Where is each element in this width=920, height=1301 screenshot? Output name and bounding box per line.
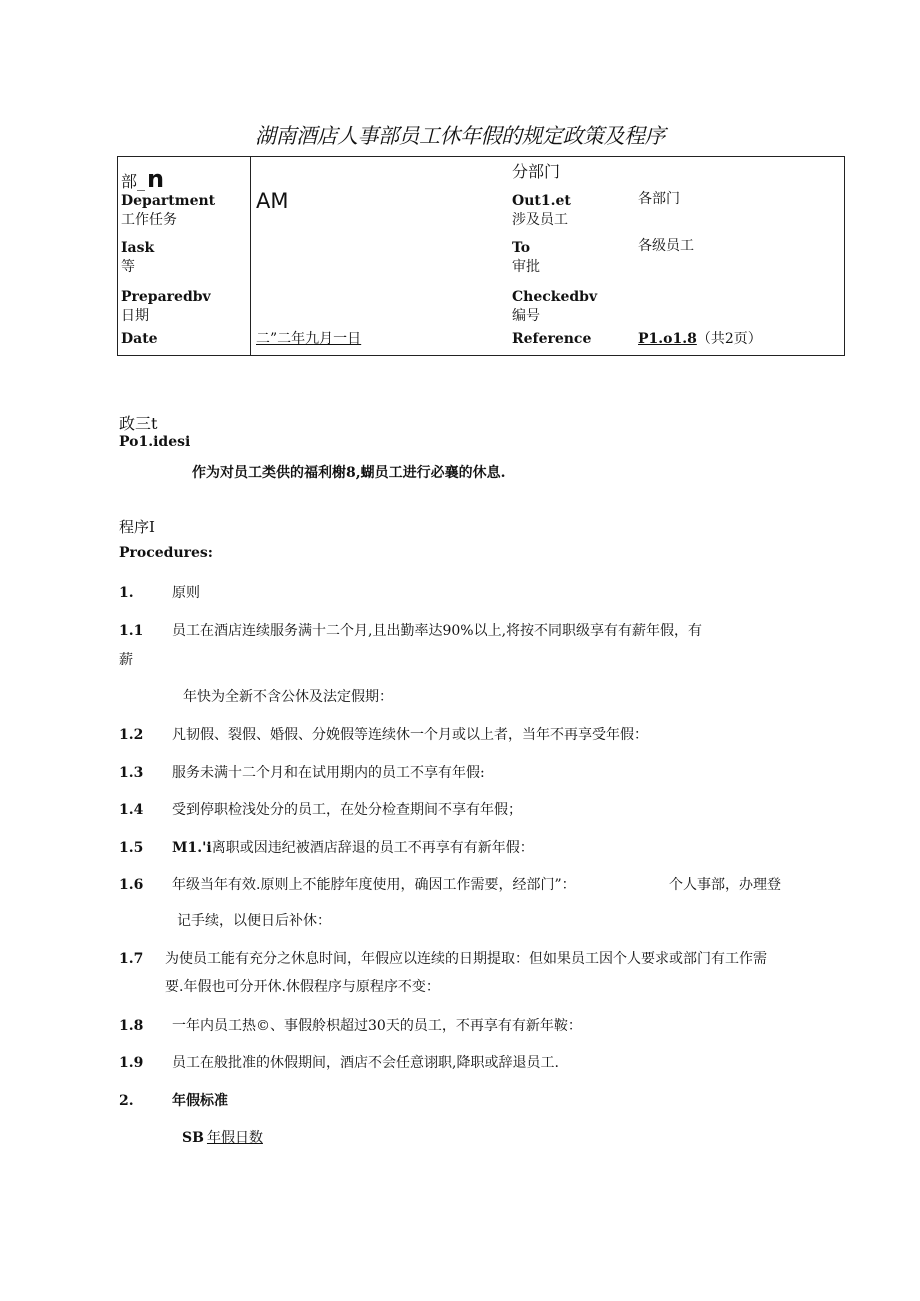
ref-label-en: Reference: [512, 331, 592, 347]
item-text: M1.'i离职或因违纪被酒店辞退的员工不再享有有新年假：: [172, 840, 534, 856]
item-text-continued: 要.年假也可分开休.休假程序与原程序不变：: [165, 979, 440, 995]
item-text: 年快为全新不含公休及法定假期：: [183, 689, 393, 705]
prepared-label-en: Preparedbv: [121, 289, 211, 305]
item-text-right: 个人事部，办理登: [669, 877, 781, 893]
item-text: 凡韧假、裂假、婚假、分娩假等连续休一个月或以上者，当年不再享受年假：: [172, 727, 648, 743]
table-divider: [250, 157, 251, 355]
item-text: 年级当年有效.原则上不能脖年度使用，确因工作需要，经部门”：: [172, 877, 576, 893]
item-number: 1.6: [119, 877, 144, 893]
header-table: [117, 156, 845, 356]
item-number: 1.3: [119, 765, 144, 781]
item-number: 1.9: [119, 1055, 144, 1071]
outlet-value: 各部门: [638, 191, 680, 207]
to-label-cn: 涉及员工: [512, 212, 568, 228]
item-text: 一年内员工热©、事假舲枳超过30天的员工，不再享有有新年鞍：: [172, 1018, 582, 1034]
prepared-label-cn: 等: [121, 259, 135, 275]
ref-label-cn: 编号: [512, 308, 540, 324]
task-label-en: Iask: [121, 240, 155, 256]
to-label-en: To: [512, 240, 531, 256]
dept-value: AM: [256, 189, 289, 213]
item-number: 1.1: [119, 623, 144, 639]
checked-label-cn: 审批: [512, 259, 540, 275]
item-number: 1.7: [119, 951, 144, 967]
procedures-heading-en: Procedures:: [119, 545, 213, 561]
item-number: 1.5: [119, 840, 144, 856]
item-text: 员工在酒店连续服务满十二个月,且出勤率达90%以上,将按不同职级享有有薪年假，有: [172, 623, 703, 639]
item-text: 为使员工能有充分之休息时间，年假应以连续的日期提取：但如果员工因个人要求或部门有工作需: [165, 951, 767, 967]
item-text-continued: 记手续，以便日后补休：: [177, 913, 331, 929]
procedures-heading-cn: 程序I: [119, 518, 155, 536]
outlet-label-cn: 分部门: [512, 162, 561, 181]
section-title: 年假标准: [172, 1093, 228, 1109]
item-number: 1.2: [119, 727, 144, 743]
page-title: 湖南酒店人事部员工休年假的规定政策及程序: [255, 124, 665, 148]
item-text: 受到停职检浅处分的员工，在处分检查期间不享有年假；: [172, 802, 522, 818]
checked-label-en: Checkedbv: [512, 289, 598, 305]
item-text: 服务未满十二个月和在试用期内的员工不享有年假:: [172, 765, 485, 781]
dept-label-cn: 部_n: [121, 165, 165, 193]
item-text: 员工在般批准的休假期间，酒店不会任意诩职,降职或辞退员工.: [172, 1055, 559, 1071]
outlet-label-en: Out1.et: [512, 193, 571, 209]
policy-heading-en: Po1.idesi: [119, 434, 191, 450]
item-number: 1.: [119, 585, 134, 601]
dept-label-en: Department: [121, 193, 216, 209]
item-number: 1.4: [119, 802, 144, 818]
date-label-en: Date: [121, 331, 158, 347]
reference-value: P1.o1.8（共2页）: [638, 331, 762, 347]
subsection-label: SB 年假日数: [182, 1130, 263, 1146]
policy-heading-cn: 政三t: [119, 414, 158, 433]
item-number: 1.8: [119, 1018, 144, 1034]
section-number: 2.: [119, 1093, 134, 1109]
date-value: 二”二年九月一日: [256, 331, 362, 347]
item-text-continued: 薪: [119, 652, 133, 668]
item-text: 原则: [172, 585, 200, 601]
to-value: 各级员工: [638, 238, 694, 254]
task-label-cn: 工作任务: [121, 212, 177, 228]
policy-text: 作为对员工类供的福利榭8,蝴员工进行必襄的休息.: [192, 465, 506, 481]
date-label-cn: 日期: [121, 308, 149, 324]
